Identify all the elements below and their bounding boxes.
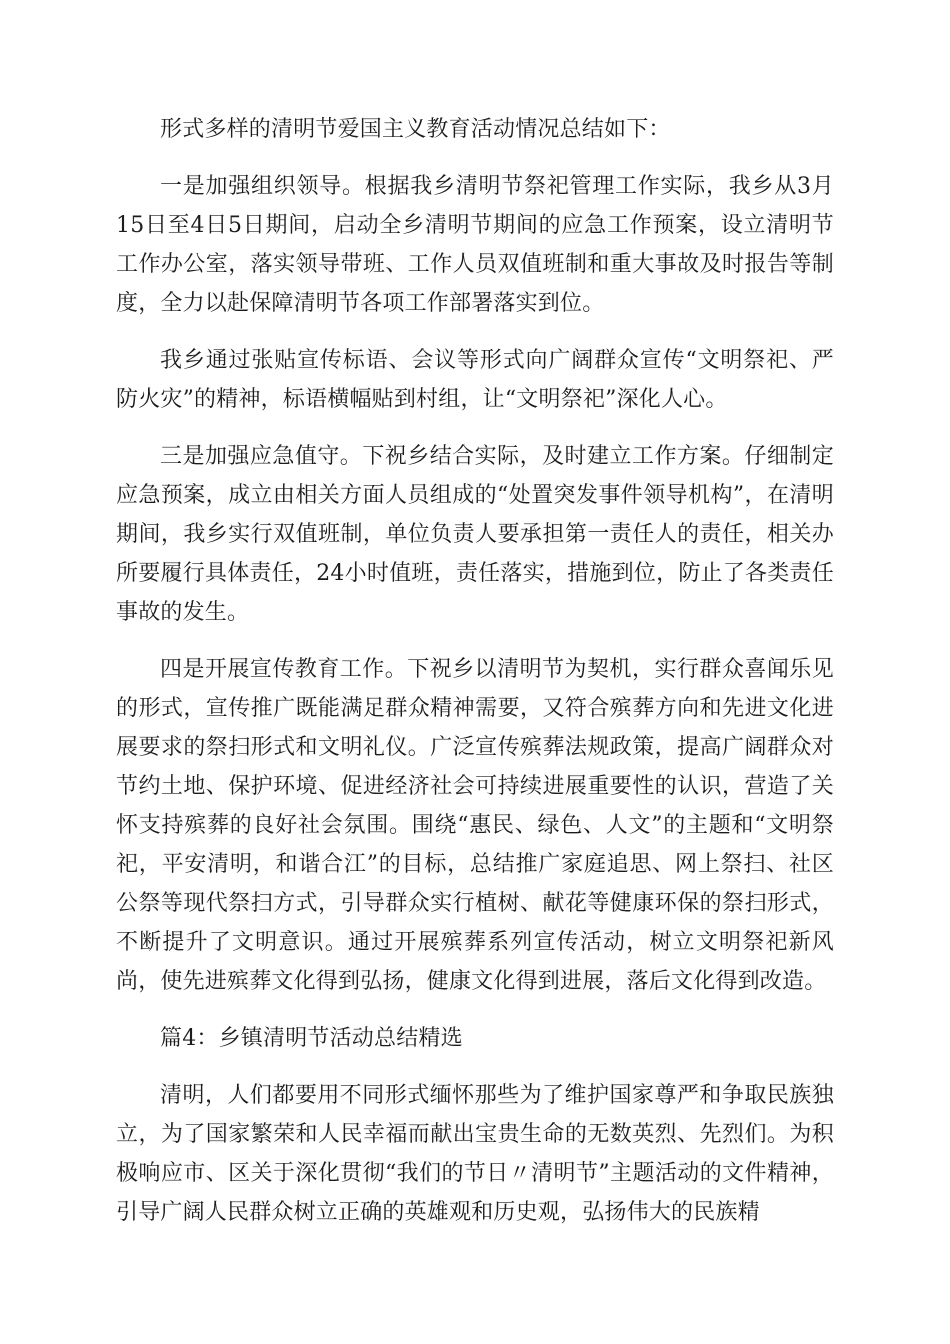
paragraph-education-work: 四是开展宣传教育工作。下祝乡以清明节为契机，实行群众喜闻乐见的形式，宣传推广既能满足群众精神需要，又符合殡葬方向和先进文化进展要求的祭扫形式和文明礼仪。广泛宣传殡葬法规政策，提高广阔群众对节约土地、保护环境、促进经济社会可持续进展重要性的认识，营造了关怀支持殡葬的良好社会氛围。围绕“惠民、绿色、人文”的主题和“文明祭祀，平安清明，和谐合江”的目标，总结推广家庭追思、网上祭扫、社区公祭等现代祭扫方式，引导群众实行植树、献花等健康环保的祭扫形式，不断提升了文明意识。通过开展殡葬系列宣传活动，树立文明祭祀新风尚，使先进殡葬文化得到弘扬，健康文化得到进展，落后文化得到改造。 (116, 657, 834, 994)
paragraph-organization-leadership: 一是加强组织领导。根据我乡清明节祭祀管理工作实际，我乡从3月15日至4日5日期间，启动全乡清明节期间的应急工作预案，设立清明节工作办公室，落实领导带班、工作人员双值班制和重大事故及时报告等制度，全力以赴保障清明节各项工作部署落实到位。 (116, 174, 834, 316)
paragraph-emergency-duty: 三是加强应急值守。下祝乡结合实际，及时建立工作方案。仔细制定应急预案，成立由相关方面人员组成的“处置突发事件领导机构”，在清明期间，我乡实行双值班制，单位负责人要承担第一责任人的责任，相关办所要履行具体责任，24小时值班，责任落实，措施到位，防止了各类责任事故的发生。 (116, 444, 834, 625)
document-body (116, 110, 834, 1250)
paragraph-qingming-intro: 清明，人们都要用不同形式缅怀那些为了维护国家尊严和争取民族独立，为了国家繁荣和人民幸福而献出宝贵生命的无数英烈、先烈们。为积极响应市、区关于深化贯彻“我们的节日〃清明节”主题活动的文件精神，引导广阔人民群众树立正确的英雄观和历史观，弘扬伟大的民族精 (116, 1083, 834, 1225)
paragraph-publicity: 我乡通过张贴宣传标语、会议等形式向广阔群众宣传“文明祭祀、严防火灾”的精神，标语横幅贴到村组，让“文明祭祀”深化人心。 (116, 348, 834, 412)
paragraph-intro: 形式多样的清明节爱国主义教育活动情况总结如下： (160, 117, 671, 142)
section-heading: 篇4：乡镇清明节活动总结精选 (160, 1026, 463, 1051)
